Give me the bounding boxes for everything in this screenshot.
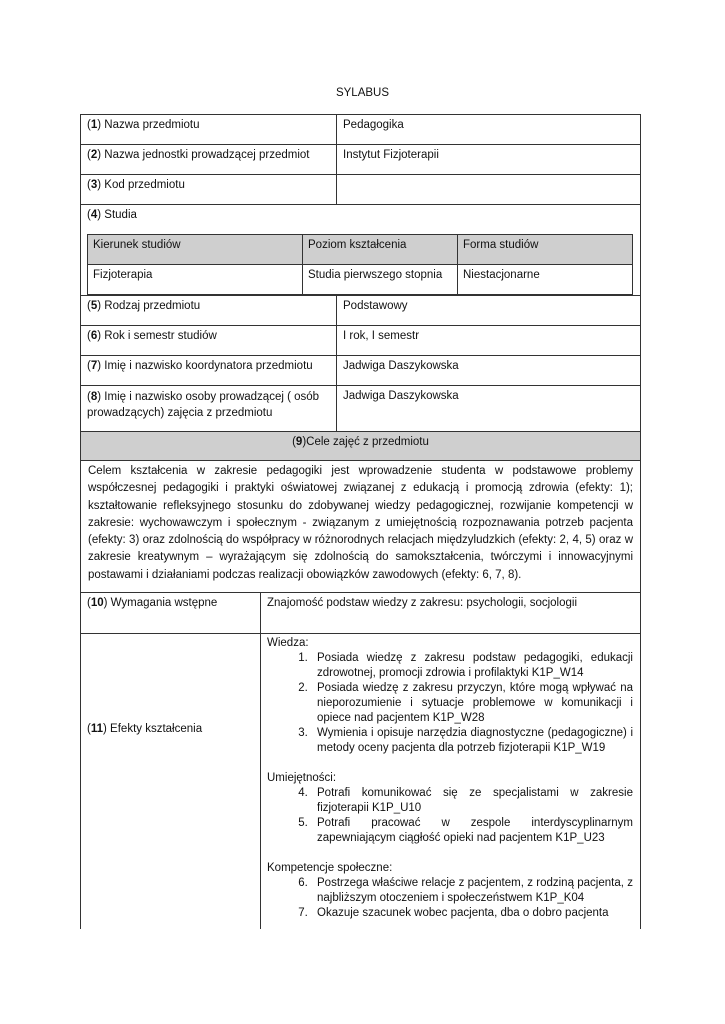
list-item: 6. Postrzega właściwe relacje z pacjentem, z rodziną pacjenta, z najbliższym otoczeniem i społeczeństwem K1P_K04	[311, 876, 633, 906]
list-item: 2. Posiada wiedzę z zakresu przyczyn, które mogą wpływać na nieporozumienie i sytuacje problemowe w komunikacji i opiece nad pacjentem K1P_W28	[311, 681, 633, 726]
studia-header-forma: Forma studiów	[463, 239, 539, 251]
row-value: Pedagogika	[343, 119, 404, 131]
list-item: 1. Posiada wiedzę z zakresu podstaw pedagogiki, edukacji zdrowotnej, promocji zdrowia i profilaktyki K1P_W14	[311, 651, 633, 681]
row-value: I rok, I semestr	[343, 330, 420, 342]
row-rodzaj-przedmiotu	[80, 295, 641, 326]
wiedza-label: Wiedza:	[267, 637, 309, 649]
row-label: (7) Imię i nazwisko koordynatora przedmiotu	[87, 360, 313, 372]
wiedza-list	[267, 651, 633, 756]
studia-subtable	[87, 234, 633, 295]
row-label: (4) Studia	[87, 209, 137, 221]
row-prowadzacy	[80, 385, 641, 432]
row-nazwa-przedmiotu	[80, 114, 641, 145]
row-value	[337, 176, 637, 180]
row-value: Jadwiga Daszykowska	[343, 360, 459, 372]
row-label: (5) Rodzaj przedmiotu	[87, 300, 201, 312]
kompetencje-list	[267, 876, 633, 921]
umiejetnosci-list	[267, 786, 633, 846]
studia-value-poziom: Studia pierwszego stopnia	[308, 269, 443, 281]
studia-value-kierunek: Fizjoterapia	[93, 269, 153, 281]
section-cele-header	[80, 431, 641, 461]
section-cele-text	[80, 460, 641, 593]
studia-value-forma: Niestacjonarne	[463, 269, 540, 281]
row-label: (11) Efekty kształcenia	[87, 723, 203, 735]
row-label: (3) Kod przedmiotu	[87, 179, 185, 191]
document-title: SYLABUS	[335, 87, 390, 99]
efekty-content	[261, 636, 640, 921]
list-item: 7. Okazuje szacunek wobec pacjenta, dba o dobro pacjenta	[311, 906, 633, 921]
row-rok-semestr	[80, 325, 641, 356]
row-jednostka	[80, 144, 641, 175]
row-efekty	[80, 633, 641, 929]
row-value: Jadwiga Daszykowska	[343, 390, 459, 402]
row-wymagania	[80, 592, 641, 634]
studia-header-poziom: Poziom kształcenia	[308, 239, 407, 251]
umiejetnosci-label: Umiejętności:	[267, 772, 337, 784]
section-title: (9)Cele zajęć z przedmiotu	[292, 436, 429, 448]
list-item: 5. Potrafi pracować w zespole interdyscyplinarnym zapewniającym ciągłość opieki nad pacjentem K1P_U23	[311, 816, 633, 846]
list-item: 4. Potrafi komunikować się ze specjalistami w zakresie fizjoterapii K1P_U10	[311, 786, 633, 816]
row-label: (8) Imię i nazwisko osoby prowadzącej ( osób prowadzących) zajęcia z przedmiotu	[87, 391, 320, 419]
row-value: Znajomość podstaw wiedzy z zakresu: psychologii, socjologii	[267, 597, 578, 609]
list-item: 3. Wymienia i opisuje narzędzia diagnostyczne (pedagogiczne) i metody oceny pacjenta dla potrzeb fizjoterapii K1P_W19	[311, 726, 633, 756]
row-value: Instytut Fizjoterapii	[343, 149, 439, 161]
kompetencje-label: Kompetencje społeczne:	[267, 862, 393, 874]
row-label: (6) Rok i semestr studiów	[87, 330, 217, 342]
row-koordynator	[80, 355, 641, 386]
row-label: (2) Nazwa jednostki prowadzącej przedmiot	[87, 149, 310, 161]
row-kod-przedmiotu	[80, 174, 641, 205]
studia-header-kierunek: Kierunek studiów	[93, 239, 181, 251]
row-label: (10) Wymagania wstępne	[87, 597, 218, 609]
row-value: Podstawowy	[343, 300, 408, 312]
row-label: (1) Nazwa przedmiotu	[87, 119, 200, 131]
cele-paragraph: Celem kształcenia w zakresie pedagogiki jest wprowadzenie studenta w podstawowe problemy współczesnej pedagogiki i praktyki oświatowej związanej z edukacją i promocją zdrowia (efekty: 1); kształtowanie refleksyjnego stosunku do zdobywanej wiedzy pedagogicznej, rozwijanie kompetencji w zakresie: wychowawczym i społecznym - związanym z umiejętnością rozpoznawania potrzeb pacjenta (efekty: 3) oraz zdolnością do współpracy w różnorodnych relacjach międzyludzkich (efekty: 2, 4, 5) oraz w zakresie kreatywnym – wyrażającym się zdolnością do samokształcenia, twórczymi i innowacyjnymi postawami i działaniami podczas realizacji obowiązków zawodowych (efekty: 6, 7, 8).	[88, 465, 633, 581]
